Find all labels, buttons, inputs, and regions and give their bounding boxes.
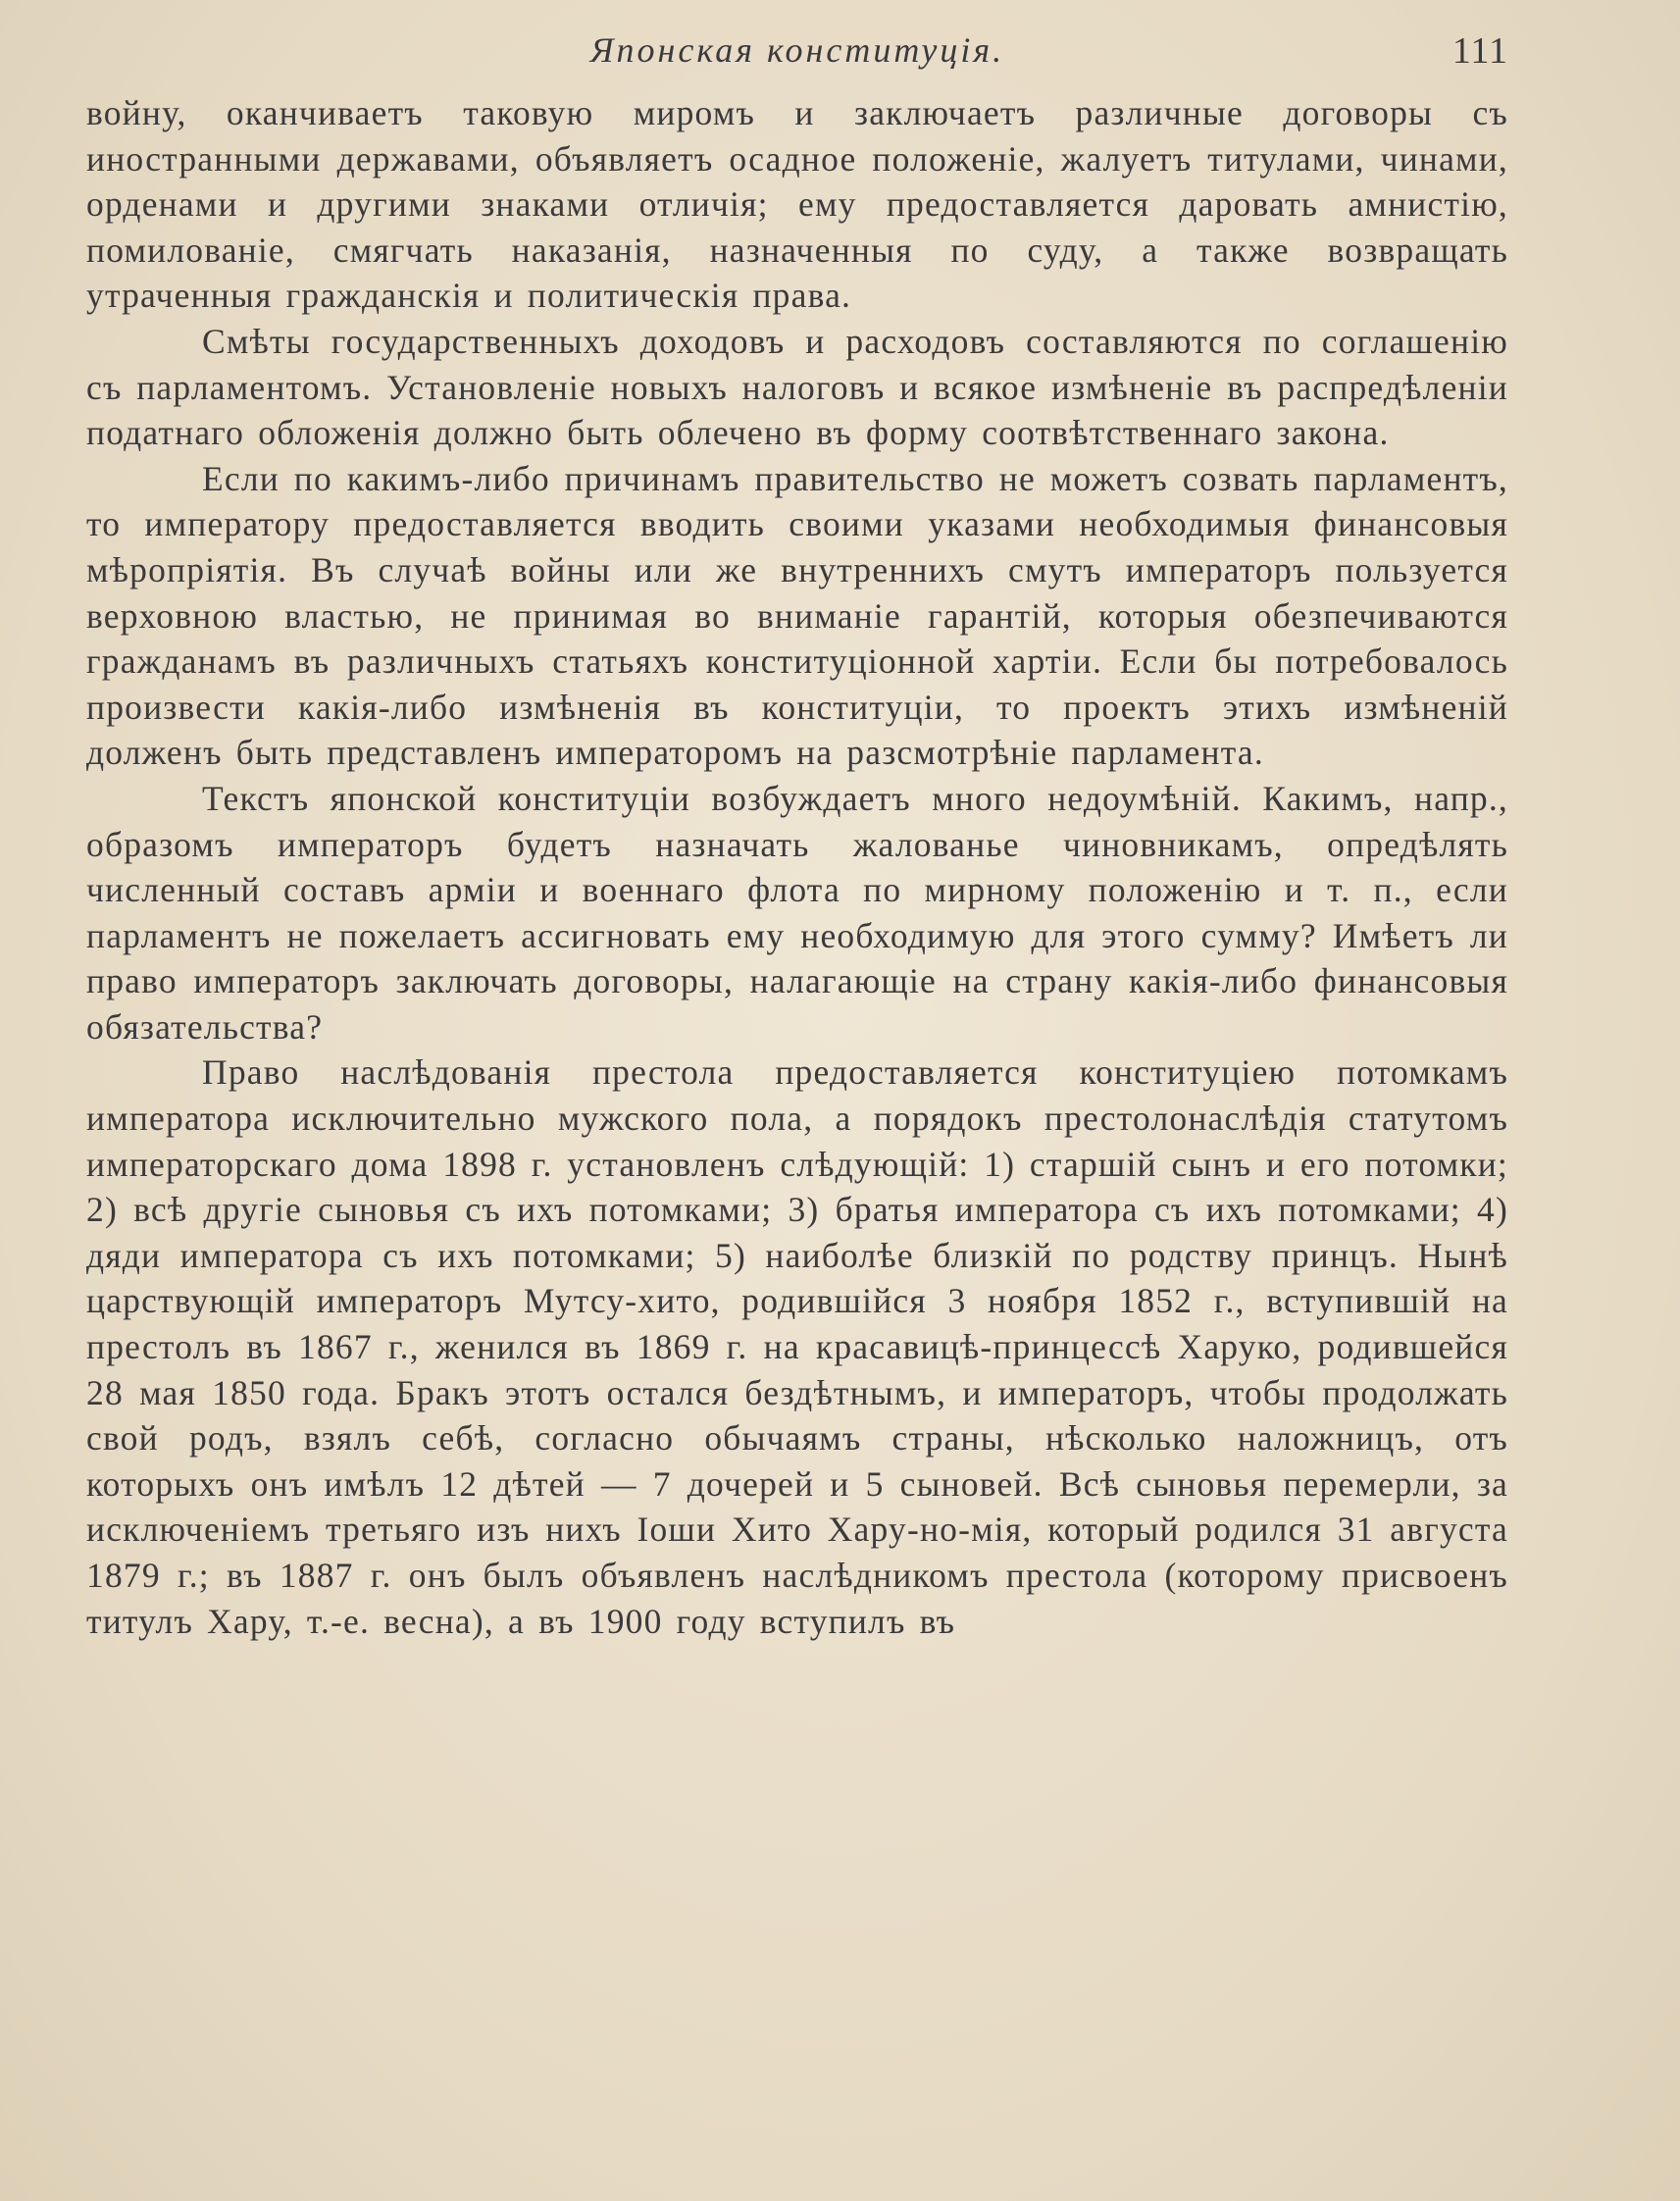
book-page [86, 29, 1508, 1644]
running-title: Японская конституція. [589, 30, 1005, 70]
paragraph: Смѣты государственныхъ доходовъ и расходовъ составляются по соглашенію съ парламентомъ. Установленіе новыхъ налоговъ и всякое измѣненіе въ распредѣленіи податнаго обложенія должно быть облечено въ форму соотвѣтственнаго закона. [86, 321, 1508, 453]
paragraph: войну, оканчиваетъ таковую миромъ и заключаетъ различные договоры съ иностранными державами, объявляетъ осадное положеніе, жалуетъ титулами, чинами, орденами и другими знаками отличія; ему предоставляется даровать амнистію, помилованіе, смягчать наказанія, назначенныя по суду, а также возвращать утраченныя гражданскія и политическія права. [86, 93, 1508, 316]
page-number: 111 [1451, 30, 1508, 72]
paragraph: Текстъ японской конституціи возбуждаетъ много недоумѣній. Какимъ, напр., образомъ императоръ будетъ назначать жалованье чиновникамъ, опредѣлять численный составъ арміи и военнаго флота по мирному положенію и т. п., если парламентъ не пожелаетъ ассигновать ему необходимую для этого сумму? Имѣетъ ли право императоръ заключать договоры, налагающіе на страну какія-либо финансовыя обязательства? [86, 778, 1508, 1047]
paragraph: Право наслѣдованія престола предоставляется конституціею потомкамъ императора исключительно мужского пола, а порядокъ престолонаслѣдія статутомъ императорскаго дома 1898 г. установленъ слѣдующій: 1) старшій сынъ и его потомки; 2) всѣ другіе сыновья съ ихъ потомками; 3) братья императора съ ихъ потомками; 4) дяди императора съ ихъ потомками; 5) наиболѣе близкій по родству принцъ. Нынѣ царствующій императоръ Мутсу-хито, родившійся 3 ноября 1852 г., вступившій на престолъ въ 1867 г., женился въ 1869 г. на красавицѣ-принцессѣ Харуко, родившейся 28 мая 1850 года. Бракъ этотъ остался бездѣтнымъ, и императоръ, чтобы продолжать свой родъ, взялъ себѣ, согласно обычаямъ страны, нѣсколько наложницъ, отъ которыхъ онъ имѣлъ 12 дѣтей — 7 дочерей и 5 сыновей. Всѣ сыновья перемерли, за исключеніемъ третьяго изъ нихъ Іоши Хито Хару-но-мія, который родился 31 августа 1879 г.; въ 1887 г. онъ былъ объявленъ наслѣдникомъ престола (которому присвоенъ титулъ Хару, т.-е. весна), а въ 1900 году вступилъ въ [86, 1052, 1508, 1641]
paragraph: Если по какимъ-либо причинамъ правительство не можетъ созвать парламентъ, то императору предоставляется вводить своими указами необходимыя финансовыя мѣропріятія. Въ случаѣ войны или же внутреннихъ смутъ императоръ пользуется верховною властью, не принимая во вниманіе гарантій, которыя обезпечиваются гражданамъ въ различныхъ статьяхъ конституціонной хартіи. Если бы потребовалось произвести какія-либо измѣненія въ конституціи, то проектъ этихъ измѣненій долженъ быть представленъ императоромъ на разсмотрѣніе парламента. [86, 458, 1508, 773]
page-header [86, 29, 1508, 80]
body-text [86, 90, 1508, 1644]
